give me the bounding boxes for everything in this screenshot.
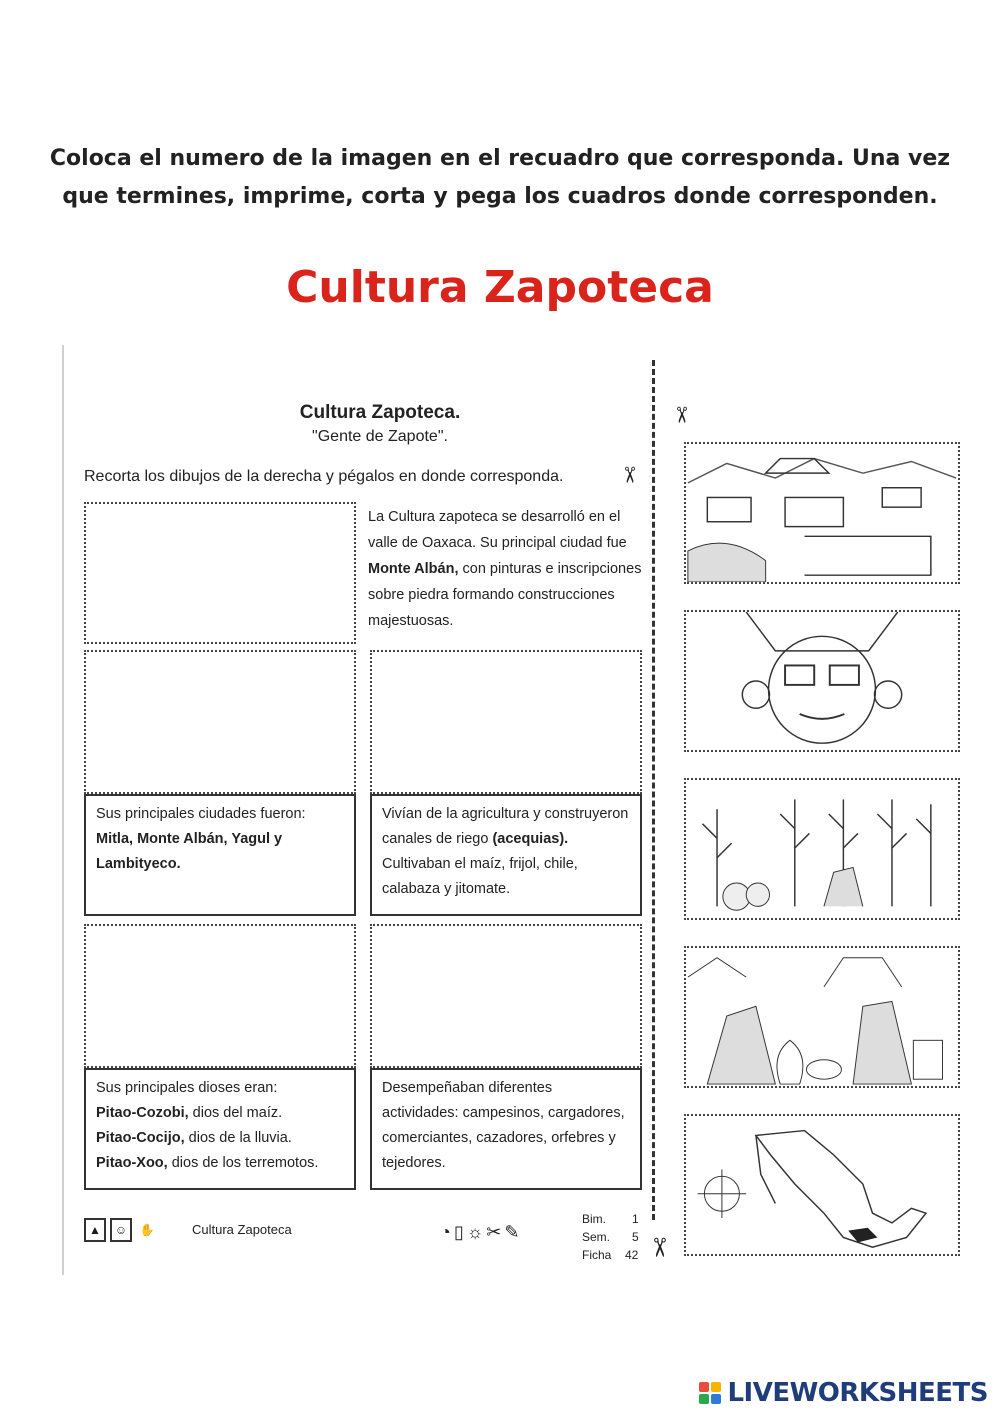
instructions: Coloca el numero de la imagen en el recuadro que corresponda. Una vez que termines, imprime, corta y pega los cuadros donde corresponden. <box>49 146 951 209</box>
intro-text-part: La Cultura zapoteca se desarrolló en el valle de Oaxaca. Su principal ciudad fue <box>368 509 627 551</box>
card-agriculture <box>370 794 642 916</box>
person-icon: ☺ <box>110 1218 132 1242</box>
god-desc: dios de los terremotos. <box>167 1155 319 1171</box>
card-text: Vivían de la agricultura y construyeron canales de riego <box>382 806 629 847</box>
cut-line <box>652 360 655 1220</box>
bulb-icon: ☼ <box>466 1222 487 1242</box>
scissors-icon: ✂ <box>669 405 695 425</box>
scissors-icon: ✂ <box>617 465 643 485</box>
page-edge <box>62 345 64 1275</box>
cornfield-drawing <box>686 780 958 918</box>
hand-icon: ✋ <box>139 1223 155 1237</box>
picture-people-trading-pottery[interactable] <box>684 946 960 1088</box>
meta-ficha-label: Ficha <box>582 1248 612 1262</box>
meta-sem-value: 5 <box>632 1230 639 1244</box>
god-name: Pitao-Cocijo, <box>96 1130 185 1146</box>
footer-icons <box>84 1218 158 1242</box>
god-desc: dios de la lluvia. <box>184 1130 292 1146</box>
picture-monte-alban-ruins[interactable] <box>684 442 960 584</box>
meta-sem-label: Sem. <box>582 1230 611 1244</box>
sheet-instruction: Recorta los dibujos de la derecha y pégalos en donde corresponda. <box>84 468 564 485</box>
intro-text-part: con pinturas e inscripciones sobre piedra formando construcciones majestuosas. <box>368 561 642 629</box>
pyramid-icon: ▲ <box>84 1218 106 1242</box>
book-icon: ▯ <box>453 1222 467 1242</box>
drop-box-intro[interactable] <box>84 502 356 644</box>
picture-zapotec-god-mask[interactable] <box>684 610 960 752</box>
meta-bim-value: 1 <box>632 1212 639 1226</box>
mask-drawing <box>686 612 958 750</box>
drop-box-gods[interactable] <box>84 924 356 1068</box>
card-text: Sus principales ciudades fueron: <box>96 806 306 822</box>
ruins-drawing <box>686 444 958 582</box>
card-cities <box>84 794 356 916</box>
card-gods <box>84 1068 356 1190</box>
compass-icon: ◔ <box>440 1222 454 1242</box>
logo-square <box>699 1382 709 1392</box>
picture-map-of-mexico-oaxaca[interactable] <box>684 1114 960 1256</box>
god-line <box>96 1101 344 1126</box>
god-name: Pitao-Cozobi, <box>96 1105 189 1121</box>
god-line <box>96 1126 344 1151</box>
pencil-icon: ✎ <box>504 1222 523 1242</box>
page-title: Cultura Zapoteca <box>286 262 714 313</box>
scissors-icon: ✂ <box>486 1222 505 1242</box>
map-drawing <box>686 1116 958 1254</box>
card-text-bold: Mitla, Monte Albán, Yagul y Lambityeco. <box>96 831 283 872</box>
sheet-subtitle: "Gente de Zapote". <box>312 428 448 445</box>
card-text: Desempeñaban diferentes actividades: campesinos, cargadores, comerciantes, cazadores, orfebres y tejedores. <box>382 1080 625 1171</box>
brand-text: LIVEWORKSHEETS <box>727 1378 988 1408</box>
meta-bim-label: Bim. <box>582 1212 606 1226</box>
drop-box-activities[interactable] <box>370 924 642 1068</box>
footer-tool-icons <box>440 1222 522 1243</box>
brand-watermark <box>699 1378 988 1408</box>
card-activities <box>370 1068 642 1190</box>
drop-box-cities[interactable] <box>84 650 356 794</box>
logo-square <box>711 1382 721 1392</box>
sheet-title: Cultura Zapoteca. <box>299 402 461 423</box>
god-desc: dios del maíz. <box>188 1105 283 1121</box>
brand-logo-icon <box>699 1382 721 1404</box>
logo-square <box>699 1394 709 1404</box>
picture-corn-field-farmer[interactable] <box>684 778 960 920</box>
card-text-bold: (acequias). <box>492 831 569 847</box>
god-line <box>96 1151 344 1176</box>
intro-text-bold: Monte Albán, <box>368 561 459 577</box>
trading-drawing <box>686 948 958 1086</box>
logo-square <box>711 1394 721 1404</box>
god-name: Pitao-Xoo, <box>96 1155 168 1171</box>
drop-box-agriculture[interactable] <box>370 650 642 794</box>
scissors-icon: ✂ <box>644 1236 675 1259</box>
meta-ficha-value: 42 <box>625 1248 639 1262</box>
card-text: Cultivaban el maíz, frijol, chile, calabaza y jitomate. <box>382 856 578 897</box>
footer-label: Cultura Zapoteca <box>192 1222 292 1237</box>
card-text: Sus principales dioses eran: <box>96 1080 278 1096</box>
intro-text <box>368 504 648 634</box>
